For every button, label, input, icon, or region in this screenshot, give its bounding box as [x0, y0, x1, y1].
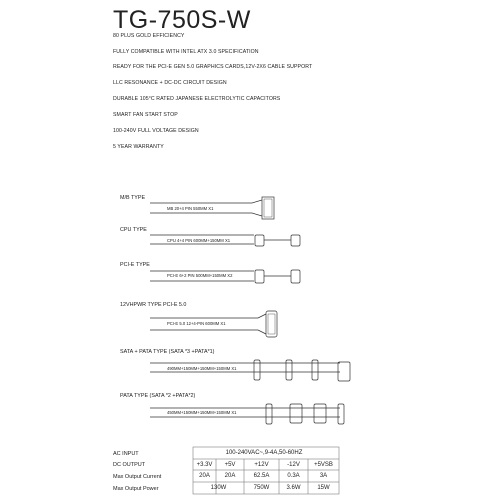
- mb-cable-drawing: [150, 197, 274, 219]
- dc-output-cell: +3.3V: [196, 462, 213, 468]
- cpu-cable-drawing: [150, 235, 300, 246]
- max-power-cell: 130W: [210, 485, 227, 491]
- cable-spec-pata: 450MM+150MM+150MM+150MM X1: [167, 410, 237, 415]
- max-power-label: Max Output Power: [113, 486, 159, 492]
- pata-cable-drawing: [150, 404, 344, 424]
- max-current-cell: 20A: [224, 473, 236, 479]
- sata-pata-cable-drawing: [150, 360, 350, 381]
- dc-output-cell: +5V: [224, 462, 236, 468]
- cable-spec-sata-pata: 490MM+150MM+150MM+150MM X1: [167, 366, 237, 371]
- ac-input-label: AC INPUT: [113, 451, 139, 457]
- feature-item: READY FOR THE PCI-E GEN 5.0 GRAPHICS CARDS,12V-2X6 CABLE SUPPORT: [113, 64, 313, 70]
- cable-title-mb: M/B TYPE: [120, 195, 146, 201]
- max-current-label: Max Output Current: [113, 474, 162, 480]
- cable-spec-cpu: CPU 4+4 PIN 600MM+150MM X1: [167, 238, 231, 243]
- cable-title-pata: PATA TYPE (SATA *2 +PATA*2): [120, 393, 196, 399]
- cable-spec-pcie: PCI-E 6+2 PIN 500MM+150MM X2: [167, 273, 233, 278]
- feature-item: DURABLE 105°C RATED JAPANESE ELECTROLYTIC CAPACITORS: [113, 96, 281, 102]
- feature-item: 5 YEAR WARRANTY: [113, 144, 164, 150]
- feature-item: SMART FAN START STOP: [113, 112, 178, 118]
- cable-title-cpu: CPU TYPE: [120, 227, 147, 233]
- dc-output-cell: -12V: [287, 462, 300, 468]
- dc-output-label: DC OUTPUT: [113, 462, 146, 468]
- max-power-cell: 3.6W: [286, 485, 301, 491]
- product-title: TG-750S-W: [113, 6, 251, 34]
- cable-spec-12vhpwr: PCI-E 5.0 12+4-PIN 600MM X1: [167, 321, 226, 326]
- dc-output-cell: +5VSB: [314, 462, 333, 468]
- cable-title-sata-pata: SATA + PATA TYPE (SATA *3 +PATA*1): [120, 349, 215, 355]
- max-current-cell: 62.5A: [253, 473, 270, 479]
- feature-item: LLC RESONANCE + DC-DC CIRCUIT DESIGN: [113, 80, 227, 86]
- max-power-cell: 15W: [317, 485, 330, 491]
- cable-title-12vhpwr: 12VHPWR TYPE PCI-E 5.0: [120, 302, 187, 308]
- cable-title-pcie: PCI-E TYPE: [120, 262, 150, 268]
- ac-input-value: 100-240VAC~,9-4A,50-60HZ: [225, 450, 303, 456]
- max-current-cell: 3A: [319, 473, 328, 479]
- pcie-cable-drawing: [150, 270, 300, 283]
- cable-spec-mb: MB 20+4 PIN 550MM X1: [167, 206, 214, 211]
- feature-item: 80 PLUS GOLD EFFICIENCY: [113, 33, 185, 39]
- max-current-cell: 20A: [199, 473, 210, 479]
- feature-item: 100-240V FULL VOLTAGE DESIGN: [113, 128, 199, 134]
- dc-output-cell: +12V: [254, 462, 269, 468]
- max-current-cell: 0.3A: [287, 473, 300, 479]
- 12vhpwr-cable-drawing: [150, 311, 277, 337]
- feature-item: FULLY COMPATIBLE WITH INTEL ATX 3.0 SPECIFICATION: [113, 49, 259, 55]
- max-power-cell: 750W: [253, 485, 270, 491]
